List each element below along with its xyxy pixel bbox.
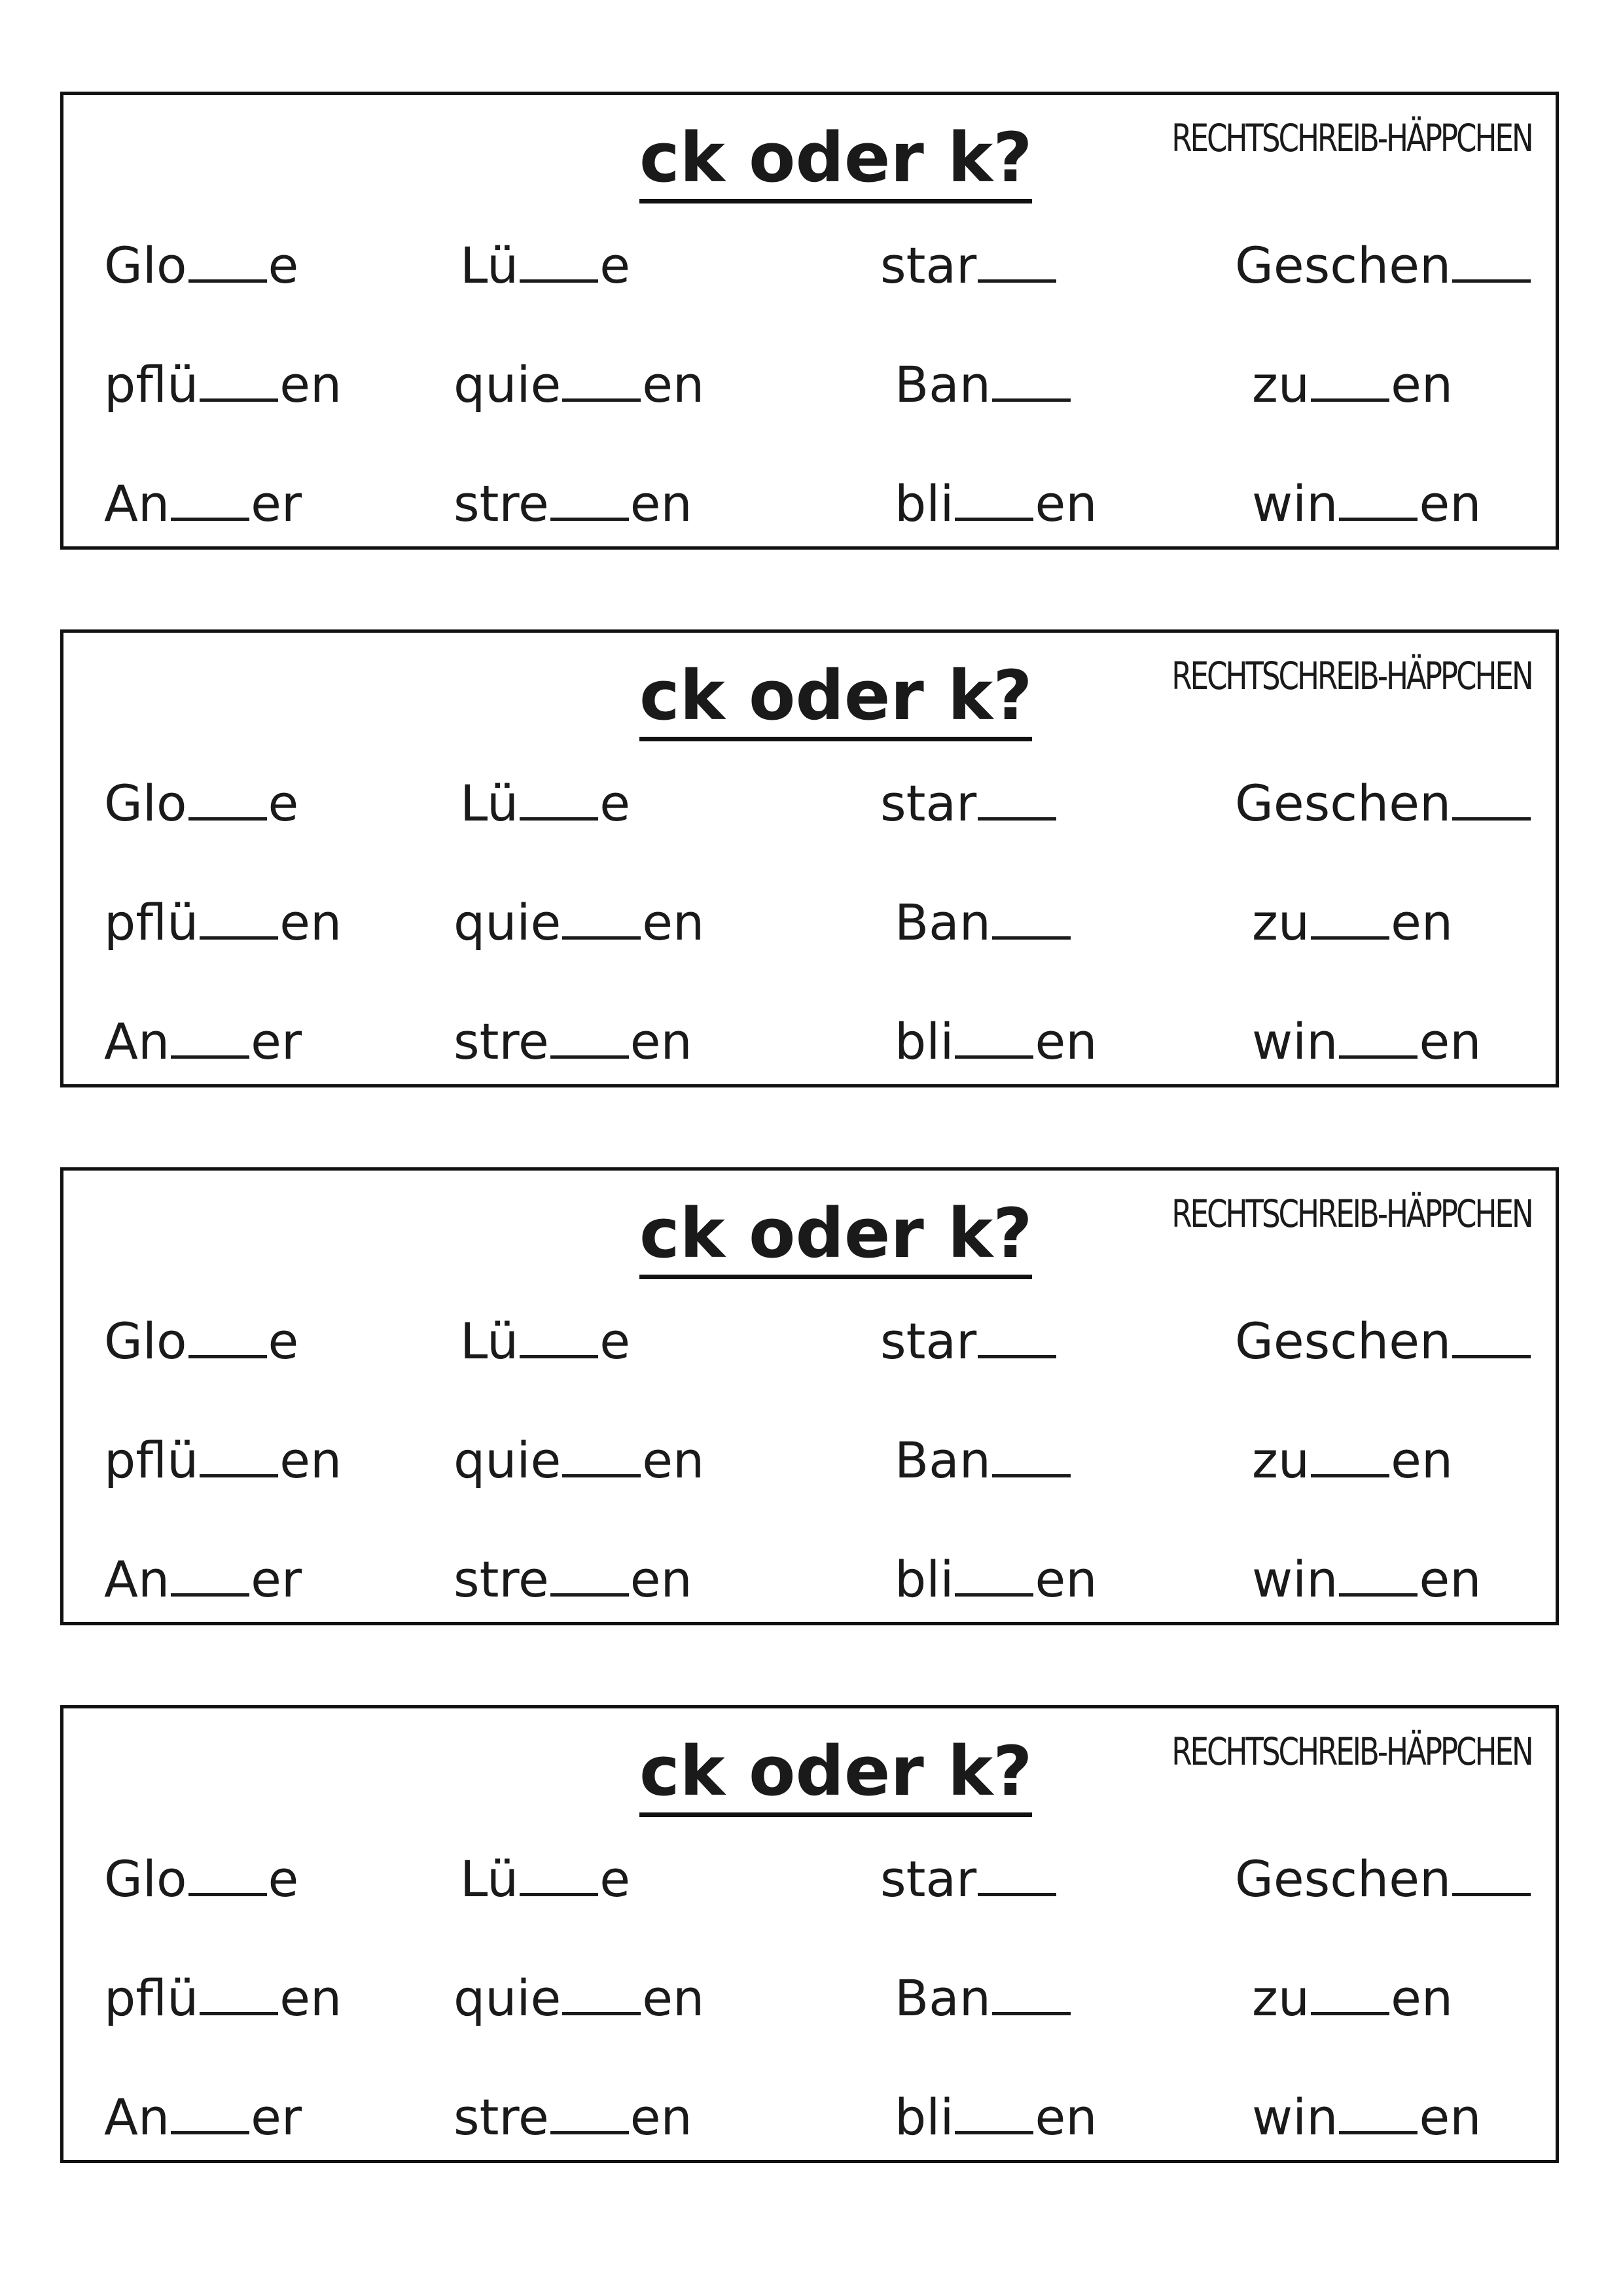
gap-word [454, 1550, 692, 1609]
exercise-card [60, 629, 1559, 1087]
gap-word [1235, 774, 1532, 833]
answer-blank[interactable] [1452, 1313, 1531, 1358]
word-suffix: e [268, 1312, 299, 1370]
answer-blank[interactable] [1339, 2089, 1418, 2134]
gap-word [880, 774, 1058, 833]
answer-blank[interactable] [171, 1014, 249, 1059]
word-prefix: Geschen [1235, 774, 1452, 832]
gap-word [1252, 355, 1453, 414]
word-suffix: en [642, 893, 705, 951]
word-suffix: e [599, 1850, 630, 1908]
answer-blank[interactable] [1311, 1970, 1389, 2015]
answer-blank[interactable] [171, 2089, 249, 2134]
answer-blank[interactable] [550, 1551, 629, 1597]
card-title [639, 1732, 1032, 1810]
gap-word [454, 2088, 692, 2147]
gap-word [104, 236, 298, 295]
word-prefix: bli [895, 1012, 954, 1070]
word-prefix: zu [1252, 355, 1310, 414]
word-prefix: quie [454, 893, 562, 951]
answer-blank[interactable] [955, 2089, 1033, 2134]
answer-blank[interactable] [188, 238, 267, 283]
word-prefix: An [104, 1550, 170, 1608]
answer-blank[interactable] [1339, 1014, 1418, 1059]
gap-word [1235, 1312, 1532, 1371]
answer-blank[interactable] [978, 775, 1056, 821]
word-suffix: en [630, 474, 692, 533]
gap-word [880, 1850, 1058, 1909]
gap-word [104, 1431, 342, 1490]
word-suffix: e [599, 236, 630, 294]
answer-blank[interactable] [188, 1313, 267, 1358]
word-prefix: stre [454, 474, 549, 533]
gap-word [454, 1012, 692, 1071]
word-suffix: en [1391, 1969, 1453, 2027]
word-prefix: Lü [460, 1312, 519, 1370]
card-title-text: ck oder k? [639, 118, 1032, 203]
word-prefix: quie [454, 1969, 562, 2027]
answer-blank[interactable] [955, 1014, 1033, 1059]
word-prefix: pflü [104, 1969, 199, 2027]
word-prefix: Glo [104, 236, 187, 294]
gap-word [880, 1312, 1058, 1371]
word-prefix: win [1252, 1012, 1338, 1070]
answer-blank[interactable] [1311, 357, 1389, 402]
answer-blank[interactable] [1452, 238, 1531, 283]
answer-blank[interactable] [1339, 1551, 1418, 1597]
answer-blank[interactable] [562, 357, 641, 402]
word-prefix: bli [895, 474, 954, 533]
word-suffix: en [1035, 2088, 1097, 2146]
answer-blank[interactable] [992, 357, 1071, 402]
word-prefix: Ban [895, 1431, 991, 1489]
word-suffix: en [1035, 1550, 1097, 1608]
word-prefix: Ban [895, 355, 991, 414]
word-suffix: e [599, 774, 630, 832]
gap-word [895, 1969, 1072, 2028]
gap-word [895, 1550, 1097, 1609]
answer-blank[interactable] [1452, 775, 1531, 821]
word-suffix: en [279, 1969, 342, 2027]
gap-word [1252, 2088, 1481, 2147]
word-prefix: stre [454, 1550, 549, 1608]
brand-label: RECHTSCHREIB-HÄPPCHEN [1171, 1729, 1532, 1774]
answer-blank[interactable] [188, 1851, 267, 1896]
gap-word [104, 1969, 342, 2028]
word-prefix: stre [454, 1012, 549, 1070]
word-suffix: er [251, 1012, 302, 1070]
answer-blank[interactable] [1339, 476, 1418, 521]
word-prefix: An [104, 474, 170, 533]
card-title-text: ck oder k? [639, 1731, 1032, 1817]
card-title-text: ck oder k? [639, 1193, 1032, 1279]
card-title-text: ck oder k? [639, 656, 1032, 741]
word-prefix: zu [1252, 1431, 1310, 1489]
answer-blank[interactable] [520, 1313, 598, 1358]
answer-blank[interactable] [200, 357, 278, 402]
word-suffix: en [630, 1012, 692, 1070]
gap-word [895, 355, 1072, 414]
answer-blank[interactable] [562, 1970, 641, 2015]
gap-word [454, 893, 704, 952]
gap-word [104, 893, 342, 952]
card-title [639, 656, 1032, 735]
word-suffix: en [642, 1431, 705, 1489]
answer-blank[interactable] [1311, 894, 1389, 940]
answer-blank[interactable] [1452, 1851, 1531, 1896]
word-prefix: star [880, 774, 977, 832]
word-prefix: zu [1252, 893, 1310, 951]
word-suffix: en [1419, 474, 1482, 533]
brand-label: RECHTSCHREIB-HÄPPCHEN [1171, 654, 1532, 698]
exercise-card [60, 92, 1559, 550]
answer-blank[interactable] [1311, 1432, 1389, 1477]
answer-blank[interactable] [188, 775, 267, 821]
gap-word [895, 1431, 1072, 1490]
word-prefix: stre [454, 2088, 549, 2146]
gap-word [104, 2088, 302, 2147]
gap-word [1252, 474, 1481, 533]
word-suffix: e [268, 236, 299, 294]
gap-word [1252, 1969, 1453, 2028]
card-title [639, 1194, 1032, 1273]
word-prefix: Lü [460, 774, 519, 832]
gap-word [104, 355, 342, 414]
word-suffix: en [279, 1431, 342, 1489]
word-prefix: star [880, 1850, 977, 1908]
word-prefix: star [880, 236, 977, 294]
word-suffix: en [642, 355, 705, 414]
answer-blank[interactable] [562, 894, 641, 940]
answer-blank[interactable] [955, 1551, 1033, 1597]
word-prefix: An [104, 2088, 170, 2146]
word-prefix: An [104, 1012, 170, 1070]
word-prefix: pflü [104, 355, 199, 414]
gap-word [104, 474, 302, 533]
answer-blank[interactable] [200, 1970, 278, 2015]
word-prefix: Lü [460, 236, 519, 294]
word-suffix: en [642, 1969, 705, 2027]
gap-word [460, 1850, 630, 1909]
word-prefix: Glo [104, 774, 187, 832]
answer-blank[interactable] [550, 476, 629, 521]
word-prefix: Glo [104, 1312, 187, 1370]
answer-blank[interactable] [200, 1432, 278, 1477]
card-title [639, 118, 1032, 197]
word-suffix: er [251, 1550, 302, 1608]
word-prefix: Geschen [1235, 1312, 1452, 1370]
word-prefix: Ban [895, 893, 991, 951]
gap-word [460, 774, 630, 833]
word-prefix: quie [454, 355, 562, 414]
word-suffix: er [251, 2088, 302, 2146]
brand-label: RECHTSCHREIB-HÄPPCHEN [1171, 116, 1532, 160]
word-suffix: en [1391, 1431, 1453, 1489]
answer-blank[interactable] [520, 775, 598, 821]
answer-blank[interactable] [562, 1432, 641, 1477]
word-prefix: bli [895, 1550, 954, 1608]
answer-blank[interactable] [978, 1851, 1056, 1896]
gap-word [104, 1012, 302, 1071]
answer-blank[interactable] [992, 894, 1071, 940]
gap-word [1252, 1550, 1481, 1609]
word-prefix: quie [454, 1431, 562, 1489]
word-prefix: pflü [104, 1431, 199, 1489]
word-suffix: er [251, 474, 302, 533]
word-suffix: en [279, 355, 342, 414]
gap-word [880, 236, 1058, 295]
gap-word [454, 1969, 704, 2028]
answer-blank[interactable] [955, 476, 1033, 521]
word-prefix: Geschen [1235, 236, 1452, 294]
word-suffix: en [630, 2088, 692, 2146]
word-prefix: star [880, 1312, 977, 1370]
word-prefix: Geschen [1235, 1850, 1452, 1908]
gap-word [895, 893, 1072, 952]
answer-blank[interactable] [200, 894, 278, 940]
word-suffix: e [268, 1850, 299, 1908]
word-prefix: win [1252, 2088, 1338, 2146]
word-suffix: en [279, 893, 342, 951]
gap-word [460, 1312, 630, 1371]
word-prefix: Lü [460, 1850, 519, 1908]
word-suffix: en [1419, 1550, 1482, 1608]
gap-word [1252, 1012, 1481, 1071]
answer-blank[interactable] [171, 1551, 249, 1597]
answer-blank[interactable] [550, 1014, 629, 1059]
answer-blank[interactable] [978, 238, 1056, 283]
word-prefix: pflü [104, 893, 199, 951]
answer-blank[interactable] [992, 1432, 1071, 1477]
word-suffix: en [1035, 474, 1097, 533]
answer-blank[interactable] [520, 1851, 598, 1896]
word-prefix: Glo [104, 1850, 187, 1908]
gap-word [895, 474, 1097, 533]
answer-blank[interactable] [992, 1970, 1071, 2015]
gap-word [460, 236, 630, 295]
gap-word [454, 474, 692, 533]
gap-word [104, 1312, 298, 1371]
gap-word [1252, 1431, 1453, 1490]
word-suffix: e [599, 1312, 630, 1370]
word-prefix: bli [895, 2088, 954, 2146]
word-suffix: en [1419, 2088, 1482, 2146]
word-prefix: zu [1252, 1969, 1310, 2027]
answer-blank[interactable] [550, 2089, 629, 2134]
gap-word [895, 1012, 1097, 1071]
word-suffix: en [630, 1550, 692, 1608]
brand-label: RECHTSCHREIB-HÄPPCHEN [1171, 1192, 1532, 1236]
gap-word [104, 1550, 302, 1609]
word-prefix: win [1252, 1550, 1338, 1608]
gap-word [454, 355, 704, 414]
exercise-card [60, 1705, 1559, 2163]
answer-blank[interactable] [171, 476, 249, 521]
gap-word [1235, 236, 1532, 295]
gap-word [1235, 1850, 1532, 1909]
word-prefix: Ban [895, 1969, 991, 2027]
word-suffix: en [1391, 893, 1453, 951]
gap-word [104, 1850, 298, 1909]
answer-blank[interactable] [978, 1313, 1056, 1358]
gap-word [104, 774, 298, 833]
answer-blank[interactable] [520, 238, 598, 283]
gap-word [1252, 893, 1453, 952]
word-suffix: en [1391, 355, 1453, 414]
word-prefix: win [1252, 474, 1338, 533]
word-suffix: en [1419, 1012, 1482, 1070]
gap-word [895, 2088, 1097, 2147]
word-suffix: e [268, 774, 299, 832]
word-suffix: en [1035, 1012, 1097, 1070]
exercise-card [60, 1167, 1559, 1625]
gap-word [454, 1431, 704, 1490]
